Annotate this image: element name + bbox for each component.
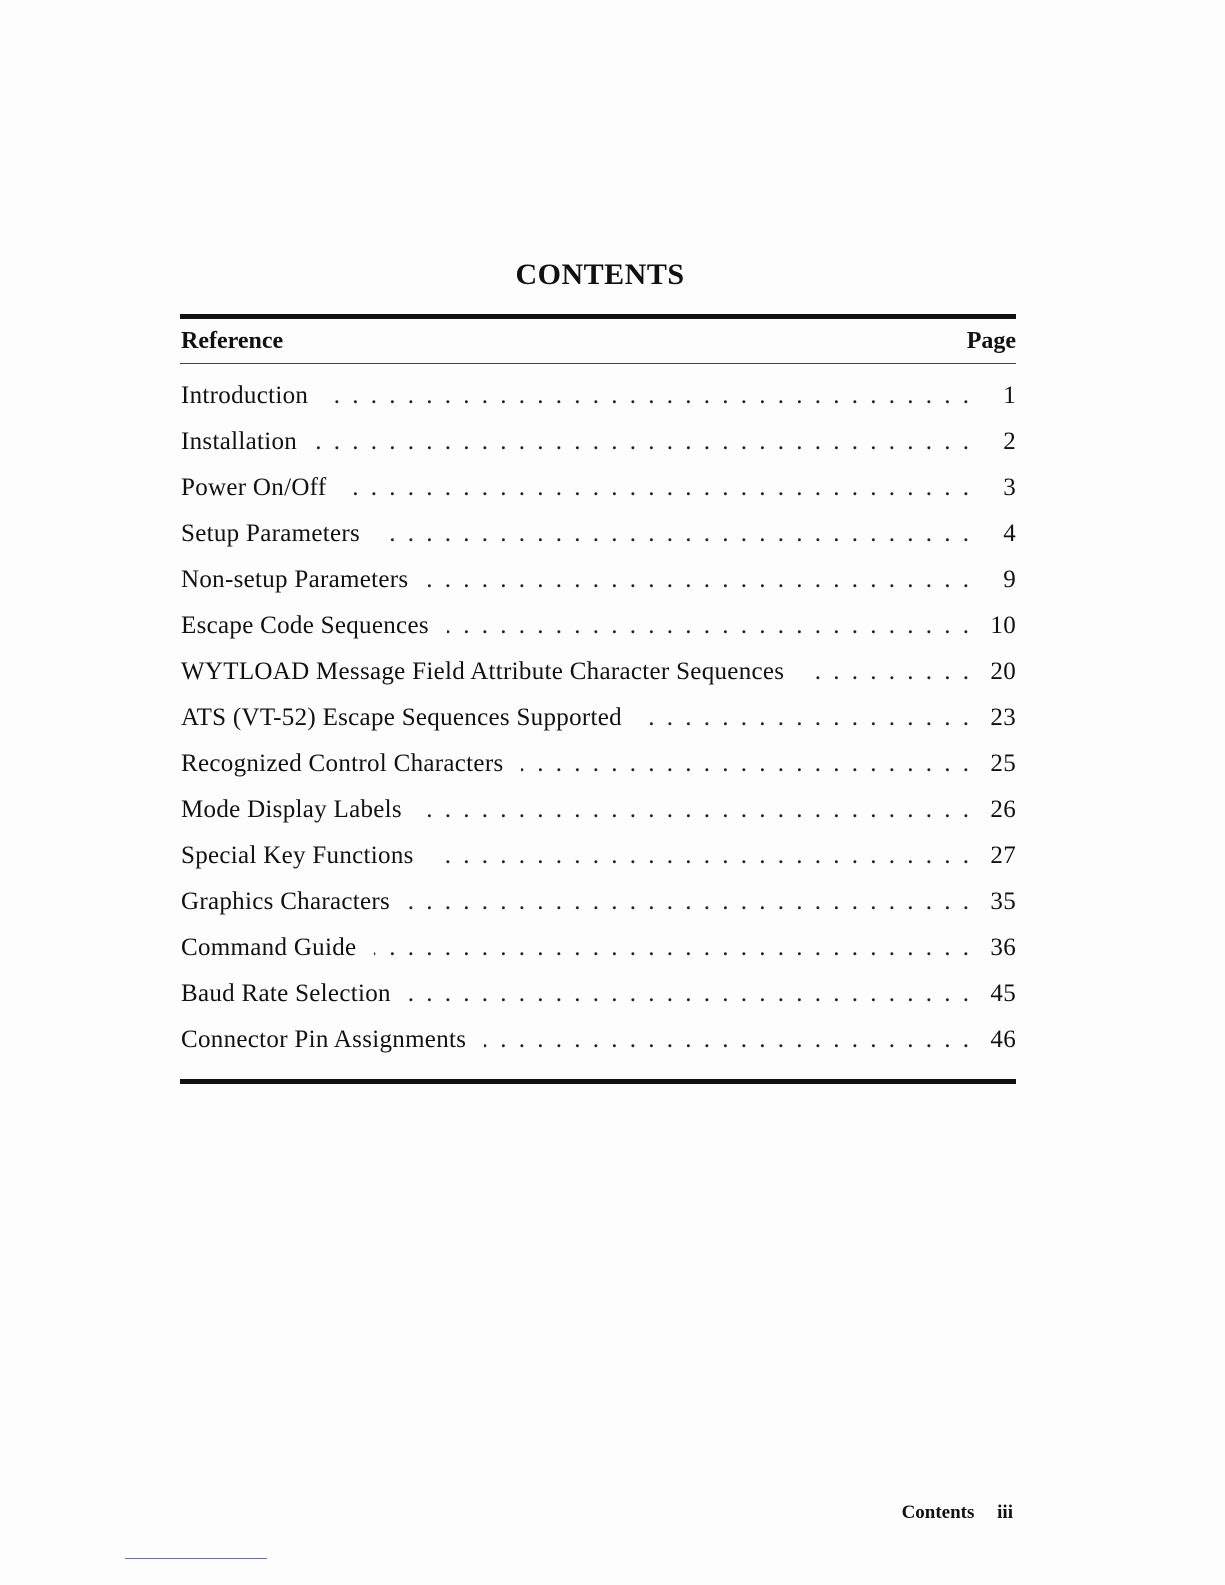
toc-entry-page: 3 bbox=[1003, 474, 1016, 501]
dot-leader bbox=[447, 612, 972, 640]
dot-leader bbox=[432, 842, 972, 870]
dot-leader bbox=[344, 474, 972, 502]
toc-entry-title: Power On/Off bbox=[181, 474, 327, 501]
toc-entry-title: Command Guide bbox=[181, 934, 357, 961]
toc-entry-page: 2 bbox=[1003, 428, 1016, 455]
footer-page-number: iii bbox=[997, 1502, 1013, 1523]
dot-leader bbox=[374, 934, 972, 962]
toc-entry-page: 35 bbox=[990, 888, 1016, 915]
top-rule bbox=[180, 314, 1016, 319]
dot-leader bbox=[484, 1026, 972, 1054]
toc-entry-title: Installation bbox=[181, 428, 298, 455]
toc-entry-page: 25 bbox=[990, 750, 1016, 777]
dot-leader bbox=[521, 750, 972, 778]
reference-column-header: Reference bbox=[181, 328, 284, 354]
dot-leader bbox=[378, 520, 972, 548]
toc-entry-title: Introduction bbox=[181, 382, 309, 409]
toc-entry-page: 46 bbox=[990, 1026, 1016, 1053]
toc-entry-title: Baud Rate Selection bbox=[181, 980, 391, 1007]
toc-entry-title: Mode Display Labels bbox=[181, 796, 402, 823]
toc-entry-page: 36 bbox=[990, 934, 1016, 961]
page-footer bbox=[902, 1502, 1013, 1524]
toc-entry-title: ATS (VT-52) Escape Sequences Supported bbox=[181, 704, 622, 731]
page-column-header: Page bbox=[966, 328, 1016, 354]
toc-entry-page: 45 bbox=[990, 980, 1016, 1007]
toc-entry-title: WYTLOAD Message Field Attribute Character Sequences bbox=[181, 658, 785, 685]
toc-entry-page: 10 bbox=[990, 612, 1016, 639]
toc-entry-introduction[interactable] bbox=[181, 382, 1016, 428]
toc-entry-page: 20 bbox=[990, 658, 1016, 685]
toc-entry-connector-pin-assignments[interactable] bbox=[181, 1026, 1016, 1072]
toc-list bbox=[181, 382, 1016, 1072]
bottom-rule bbox=[180, 1079, 1016, 1084]
toc-entry-wytload-sequences[interactable] bbox=[181, 658, 1016, 704]
scan-artifact-line bbox=[125, 1558, 267, 1559]
footer-section-label: Contents bbox=[901, 1502, 975, 1523]
toc-entry-page: 26 bbox=[990, 796, 1016, 823]
toc-entry-power-on-off[interactable] bbox=[181, 474, 1016, 520]
toc-entry-special-key-functions[interactable] bbox=[181, 842, 1016, 888]
toc-entry-title: Recognized Control Characters bbox=[181, 750, 504, 777]
dot-leader bbox=[326, 382, 972, 410]
toc-entry-title: Special Key Functions bbox=[181, 842, 414, 869]
dot-leader bbox=[640, 704, 972, 732]
toc-entry-page: 9 bbox=[1003, 566, 1016, 593]
dot-leader bbox=[426, 566, 972, 594]
toc-entry-page: 4 bbox=[1003, 520, 1016, 547]
toc-entry-title: Connector Pin Assignments bbox=[181, 1026, 467, 1053]
header-divider bbox=[180, 363, 1016, 364]
dot-leader bbox=[408, 888, 972, 916]
toc-entry-command-guide[interactable] bbox=[181, 934, 1016, 980]
page-title: CONTENTS bbox=[515, 258, 685, 291]
toc-entry-recognized-control-characters[interactable] bbox=[181, 750, 1016, 796]
dot-leader bbox=[409, 980, 972, 1008]
toc-entry-page: 27 bbox=[990, 842, 1016, 869]
toc-entry-setup-parameters[interactable] bbox=[181, 520, 1016, 566]
toc-entry-escape-code-sequences[interactable] bbox=[181, 612, 1016, 658]
dot-leader bbox=[802, 658, 972, 686]
toc-entry-mode-display-labels[interactable] bbox=[181, 796, 1016, 842]
toc-entry-ats-escape-sequences[interactable] bbox=[181, 704, 1016, 750]
toc-entry-title: Escape Code Sequences bbox=[181, 612, 429, 639]
toc-entry-non-setup-parameters[interactable] bbox=[181, 566, 1016, 612]
toc-entry-installation[interactable] bbox=[181, 428, 1016, 474]
toc-entry-title: Setup Parameters bbox=[181, 520, 361, 547]
dot-leader bbox=[420, 796, 972, 824]
toc-entry-graphics-characters[interactable] bbox=[181, 888, 1016, 934]
toc-entry-title: Non-setup Parameters bbox=[181, 566, 409, 593]
toc-entry-title: Graphics Characters bbox=[181, 888, 391, 915]
toc-entry-baud-rate-selection[interactable] bbox=[181, 980, 1016, 1026]
dot-leader bbox=[315, 428, 972, 456]
toc-entry-page: 1 bbox=[1003, 382, 1016, 409]
toc-entry-page: 23 bbox=[990, 704, 1016, 731]
